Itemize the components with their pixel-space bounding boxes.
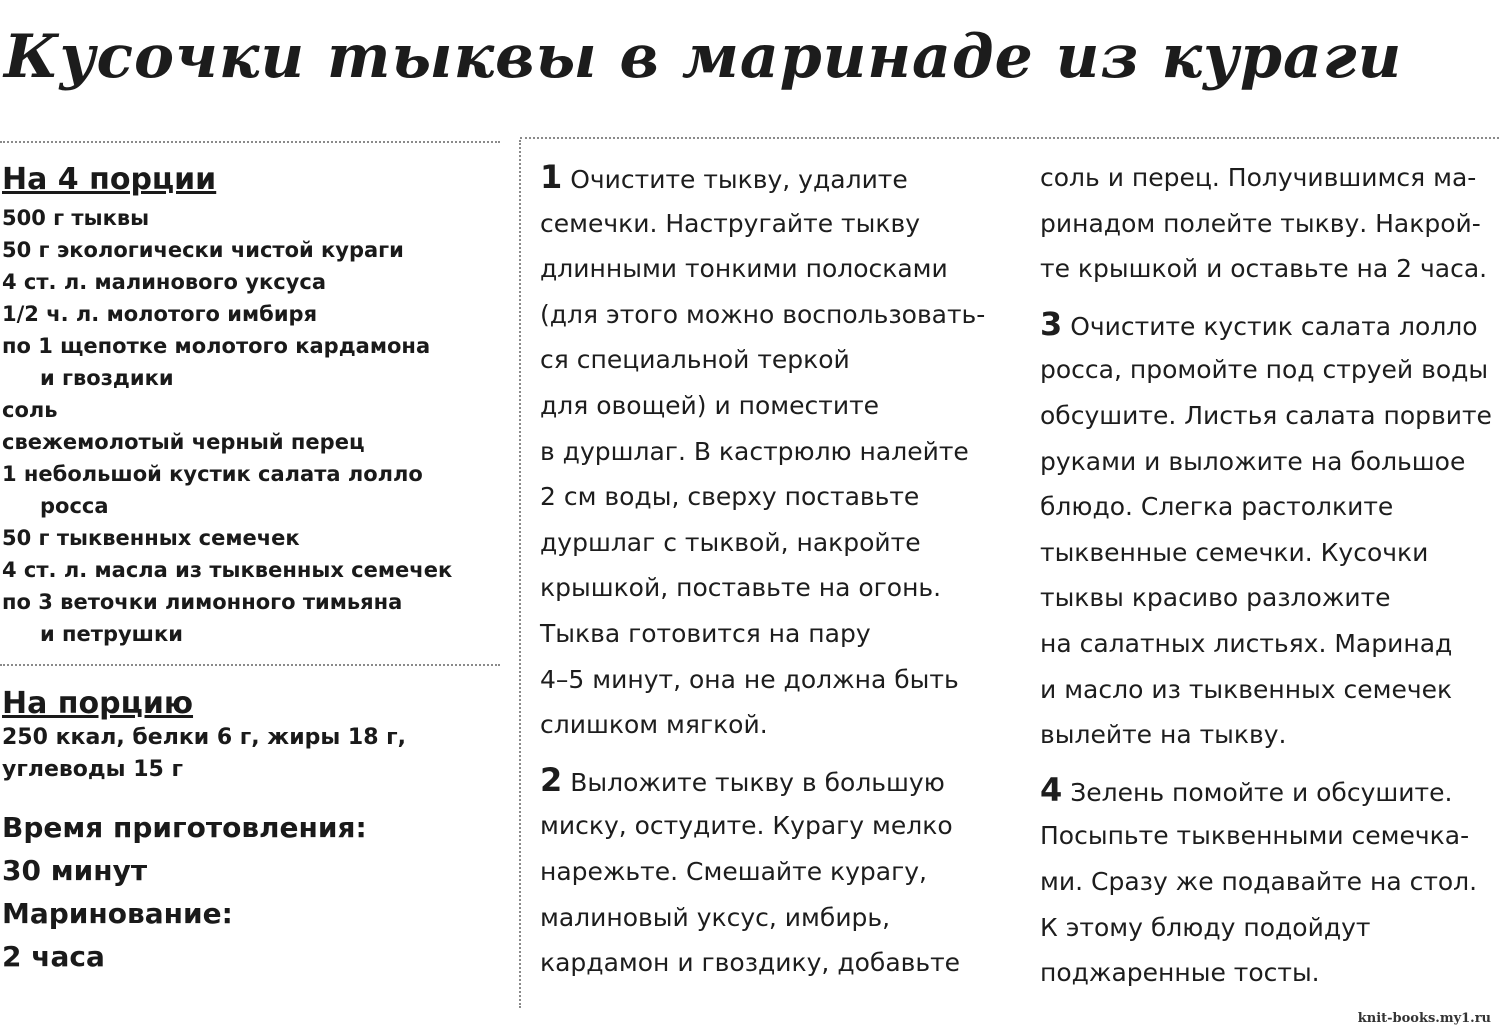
instruction-step: [1040, 302, 1495, 758]
instruction-line: [540, 474, 1010, 520]
marinate-label: Маринование:: [2, 897, 233, 930]
ingredient-item: по 1 щепотке молотого кардамона: [2, 334, 431, 358]
instruction-line: [540, 611, 1010, 657]
instruction-line: [1040, 768, 1495, 814]
instruction-line: [1040, 712, 1495, 758]
instruction-text: Выложите тыкву в большую: [570, 767, 945, 797]
instruction-text: соль и перец. Получившимся ма-: [1040, 163, 1477, 192]
instruction-text: для овощей) и поместите: [540, 390, 880, 420]
ingredient-list: [2, 202, 502, 650]
instruction-text: вылейте на тыкву.: [1040, 720, 1287, 750]
step-number: 3: [1040, 304, 1063, 343]
instruction-text: малиновый уксус, имбирь,: [540, 902, 891, 932]
instruction-line: [540, 429, 1010, 475]
instruction-text: росса, промойте под струей воды: [1040, 355, 1489, 385]
instruction-line: [1040, 859, 1495, 905]
instruction-text: на салатных листьях. Маринад: [1040, 628, 1453, 658]
instruction-text: Зелень помойте и обсушите.: [1070, 777, 1453, 807]
instruction-line: [1040, 439, 1495, 485]
instruction-line: [1040, 530, 1495, 576]
ingredient-item: 1/2 ч. л. молотого имбиря: [2, 302, 318, 326]
instruction-line: [540, 292, 1010, 338]
instruction-line: [540, 246, 1010, 292]
instruction-text: и масло из тыквенных семечек: [1040, 674, 1453, 704]
marinate-value: 2 часа: [2, 940, 105, 973]
ingredients-heading: На 4 порции: [2, 162, 217, 197]
instruction-line: [540, 520, 1010, 566]
instruction-line: [540, 657, 1010, 703]
instruction-text: в дуршлаг. В кастрюлю налейте: [540, 436, 969, 466]
step-gap: [540, 748, 1010, 758]
divider-top-right: [520, 137, 1499, 139]
instruction-line: [1040, 621, 1495, 667]
ingredient-item: соль: [2, 398, 58, 422]
ingredient-item: 50 г экологически чистой кураги: [2, 238, 404, 262]
instruction-text: семечки. Настругайте тыкву: [540, 208, 920, 238]
instruction-line: [1040, 575, 1495, 621]
ingredient-item: свежемолотый черный перец: [2, 430, 365, 454]
step-gap: [1040, 758, 1495, 768]
instruction-line: [1040, 667, 1495, 713]
instruction-step: [1040, 155, 1495, 292]
ingredient-item: 50 г тыквенных семечек: [2, 526, 300, 550]
nutrition-text: 250 ккал, белки 6 г, жиры 18 г, углеводы 15 г: [2, 725, 407, 782]
instruction-text: Очистите тыкву, удалите: [570, 165, 908, 194]
divider-top-left: [0, 141, 500, 143]
instruction-text: ринадом полейте тыкву. Накрой-: [1040, 208, 1481, 238]
instruction-line: [1040, 201, 1495, 247]
ingredient-item: 1 небольшой кустик салата лолло: [2, 462, 423, 486]
instruction-text: Посыпьте тыквенными семечка-: [1040, 821, 1470, 851]
prep-time-label: Время приготовления:: [2, 811, 367, 844]
ingredient-item: по 3 веточки лимонного тимьяна: [2, 590, 403, 614]
instruction-text: длинными тонкими полосками: [540, 254, 948, 284]
ingredient-item: 500 г тыквы: [2, 206, 150, 230]
instruction-text: Очистите кустик салата лолло: [1070, 311, 1478, 341]
instruction-line: [1040, 302, 1495, 348]
ingredient-item: 4 ст. л. масла из тыквенных семечек: [2, 558, 453, 582]
ingredient-item: и гвоздики: [40, 366, 174, 390]
instruction-text: ся специальной теркой: [540, 345, 850, 375]
instruction-text: кардамон и гвоздику, добавьте: [540, 948, 961, 978]
instruction-text: блюдо. Слегка растолките: [1040, 492, 1394, 522]
step-number: 4: [1040, 770, 1063, 809]
instruction-text: руками и выложите на большое: [1040, 446, 1466, 476]
instruction-line: [540, 895, 1010, 941]
instruction-line: [540, 201, 1010, 247]
instruction-line: [540, 702, 1010, 748]
instruction-line: [1040, 950, 1495, 996]
step-number: 1: [540, 158, 563, 196]
instruction-text: поджаренные тосты.: [1040, 958, 1320, 988]
instruction-text: 4–5 минут, она не должна быть: [540, 664, 959, 694]
instruction-line: [1040, 905, 1495, 951]
instruction-text: обсушите. Листья салата порвите: [1040, 400, 1492, 430]
ingredient-item: росса: [40, 494, 109, 518]
instruction-text: 2 см воды, сверху поставьте: [540, 482, 920, 512]
nutrition-heading: На порцию: [2, 686, 194, 721]
instruction-text: тыквы красиво разложите: [1040, 583, 1391, 613]
instruction-text: слишком мягкой.: [540, 710, 768, 740]
instruction-text: миску, остудите. Курагу мелко: [540, 811, 953, 841]
instruction-step: [540, 155, 1010, 748]
ingredient-item: 4 ст. л. малинового уксуса: [2, 270, 326, 294]
instruction-line: [1040, 347, 1495, 393]
instruction-line: [1040, 155, 1495, 201]
instruction-text: Тыква готовится на пару: [540, 618, 871, 648]
step-gap: [1040, 292, 1495, 302]
instruction-text: нарежьте. Смешайте курагу,: [540, 856, 927, 886]
instruction-line: [540, 849, 1010, 895]
instruction-line: [1040, 813, 1495, 859]
instruction-line: [1040, 484, 1495, 530]
instruction-line: [540, 940, 1010, 986]
instruction-text: К этому блюду подойдут: [1040, 912, 1371, 942]
instruction-text: крышкой, поставьте на огонь.: [540, 573, 942, 603]
instruction-line: [540, 803, 1010, 849]
instruction-line: [540, 155, 1010, 201]
time-block: [2, 806, 502, 978]
step-number: 2: [540, 760, 563, 799]
ingredient-item: и петрушки: [40, 622, 183, 646]
instruction-line: [540, 758, 1010, 804]
instruction-text: тыквенные семечки. Кусочки: [1040, 537, 1429, 567]
recipe-title: Кусочки тыквы в маринаде из кураги: [4, 22, 1403, 92]
instructions-column-1: [540, 155, 1010, 986]
sidebar: [2, 162, 502, 978]
instructions-column-2: [1040, 155, 1495, 996]
instruction-line: [540, 383, 1010, 429]
prep-time-value: 30 минут: [2, 854, 148, 887]
instruction-text: дуршлаг с тыквой, накройте: [540, 527, 921, 557]
instruction-step: [540, 758, 1010, 986]
instruction-line: [540, 565, 1010, 611]
instruction-line: [1040, 393, 1495, 439]
instruction-text: те крышкой и оставьте на 2 часа.: [1040, 254, 1488, 284]
watermark: knit-books.my1.ru: [1357, 1011, 1491, 1026]
instruction-step: [1040, 768, 1495, 996]
instruction-text: ми. Сразу же подавайте на стол.: [1040, 866, 1478, 896]
instruction-text: (для этого можно воспользовать-: [540, 299, 986, 329]
instruction-line: [540, 337, 1010, 383]
divider-vertical: [519, 140, 521, 1008]
instruction-line: [1040, 246, 1495, 292]
